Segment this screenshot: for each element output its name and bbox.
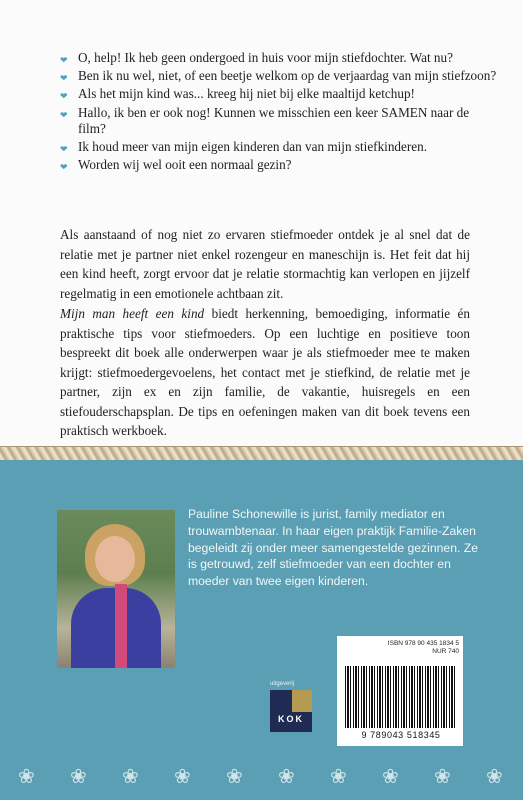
barcode-box — [337, 636, 463, 746]
author-photo — [57, 510, 175, 668]
list-item: ❤ Worden wij wel ooit een normaal gezin? — [60, 157, 500, 173]
list-item: ❤ O, help! Ik heb geen ondergoed in huis voor mijn stiefdochter. Wat nu? — [60, 50, 500, 66]
publisher-label: uitgeverij — [270, 681, 295, 687]
author-bio: Pauline Schonewille is jurist, family mediator en trouwambtenaar. In haar eigen praktijk Familie-Zaken begeleidt zij onder meer samengestelde gezinnen. Ze is getrouwd, zelf stiefmoeder van een dochter en moeder van twee eigen kinderen. — [188, 507, 478, 589]
barcode-bars — [345, 666, 455, 728]
ornament-row — [0, 765, 523, 789]
flower-ornament-icon: ❀ — [226, 766, 243, 788]
flower-ornament-icon: ❀ — [174, 766, 191, 788]
intro-paragraph: Als aanstaand of nog niet zo ervaren stiefmoeder ontdek je al snel dat de relatie met je partner niet enkel rozengeur en maneschijn is. Het feit dat hij een kind heeft, zorgt ervoor dat je relatie stormachtig kan verlopen en jijzelf regelmatig in een emotionele achtbaan zit. — [60, 227, 470, 301]
heart-bullet-icon: ❤ — [60, 55, 68, 65]
list-item: ❤ Ben ik nu wel, niet, of een beetje welkom op de verjaardag van mijn stiefzoon? — [60, 68, 500, 84]
heart-bullet-icon: ❤ — [60, 91, 68, 102]
publisher-logo-text: KOK — [278, 714, 304, 724]
heart-bullet-icon: ❤ — [60, 162, 68, 173]
flower-ornament-icon: ❀ — [70, 766, 87, 788]
publisher-logo-gold-block — [292, 690, 312, 712]
flower-ornament-icon: ❀ — [382, 766, 399, 788]
isbn-number: ISBN 978 90 435 1834 5 — [387, 640, 459, 647]
flower-ornament-icon: ❀ — [278, 766, 295, 788]
heart-bullet-icon: ❤ — [60, 109, 68, 120]
isbn-block — [375, 640, 459, 656]
question-list — [60, 50, 500, 175]
nur-code: NUR 740 — [432, 648, 459, 655]
heart-bullet-icon: ❤ — [60, 144, 68, 155]
list-item: ❤ Hallo, ik ben er ook nog! Kunnen we misschien een keer SAMEN naar de film? — [60, 104, 470, 136]
flower-ornament-icon: ❀ — [486, 766, 503, 788]
heart-bullet-icon: ❤ — [60, 73, 68, 84]
author-photo-face — [95, 536, 135, 582]
flower-ornament-icon: ❀ — [18, 766, 35, 788]
publisher-logo — [270, 690, 312, 732]
list-item: ❤ Als het mijn kind was... kreeg hij niet bij elke maaltijd ketchup! — [60, 86, 500, 102]
description-paragraph — [60, 304, 470, 441]
barcode-number: 9 789043 518345 — [361, 730, 441, 740]
book-title-inline: Mijn man heeft een kind — [60, 306, 205, 321]
flower-ornament-icon: ❀ — [434, 766, 451, 788]
flower-ornament-icon: ❀ — [330, 766, 347, 788]
author-photo-scarf — [115, 584, 127, 668]
description-text: biedt herkenning, bemoediging, informatie én praktische tips voor stiefmoeders. Op een luchtige en positieve toon bespreekt dit boek alle onderwerpen waar je als stiefmoeder mee te maken krijgt: stiefmoedergevoelens, het contact met je stiefkind, de relatie met je partner, zijn ex en zijn familie, de vakantie, huisregels en een stiefouderschapsplan. De tips en oefeningen maken van dit boek tevens een praktisch werkboek. — [60, 306, 470, 438]
list-item: ❤ Ik houd meer van mijn eigen kinderen dan van mijn stiefkinderen. — [60, 139, 500, 155]
flower-ornament-icon: ❀ — [122, 766, 139, 788]
